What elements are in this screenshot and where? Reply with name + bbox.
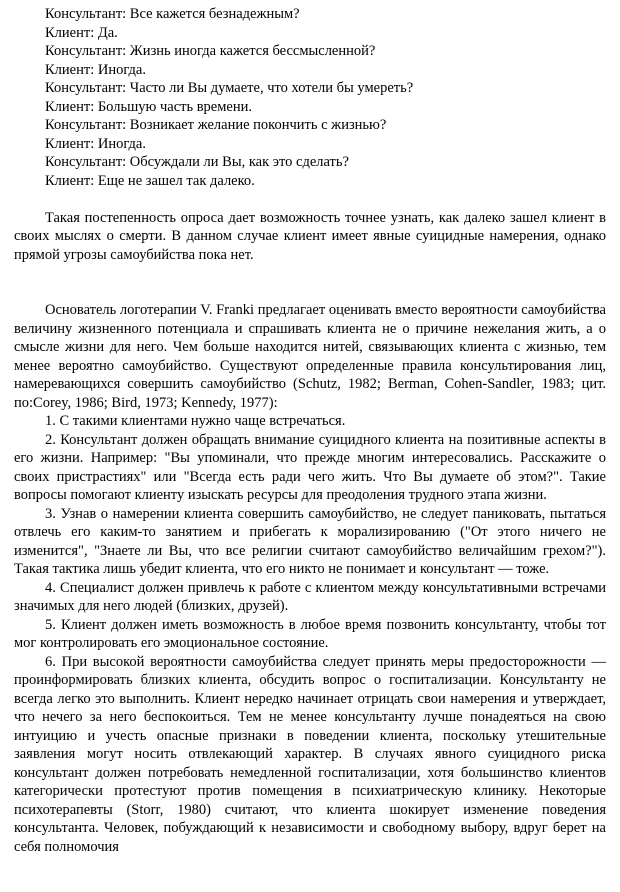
- rule-item-5: 5. Клиент должен иметь возможность в любое время позвонить консультанту, чтобы тот мог контролировать его эмоциональное состояние.: [14, 616, 606, 651]
- paragraph-logotherapy-rules-intro: Основатель логотерапии V. Franki предлагает оценивать вместо вероятности самоубийства величину жизненного потенциала и спрашивать клиента не о причине нежелания жить, а о смысле жизни для него. Чем больше находится нитей, связывающих клиента с жизнью, тем менее вероятно самоубийство. Существуют определенные правила консультирования лиц, намеревающихся совершить самоубийство (Schutz, 1982; Berman, Cohen-Sandler, 1983; цит. по:Corey, 1986; Bird, 1973; Kennedy, 1977):: [14, 302, 606, 411]
- dialogue-line: Консультант: Часто ли Вы думаете, что хотели бы умереть?: [45, 80, 414, 96]
- dialogue-line: Клиент: Иногда.: [45, 135, 146, 152]
- dialogue-line: Консультант: Жизнь иногда кажется бессмысленной?: [45, 43, 376, 59]
- dialogue-line: Клиент: Большую часть времени.: [45, 98, 252, 115]
- dialogue-line: Клиент: Иногда.: [45, 61, 146, 78]
- rule-item-4: 4. Специалист должен привлечь к работе с клиентом между консультативными встречами значимых для него людей (близких, друзей).: [14, 579, 606, 614]
- rule-item-3: 3. Узнав о намерении клиента совершить самоубийство, не следует паниковать, пытаться отвлечь его каким-то занятием и прибегать к морализированию ("От этого ничего не изменится", "Знаете ли Вы, что все религии считают самоубийство величайшим грехом?"). Такая тактика лишь убедит клиента, что его никто не понимает и консультант — тоже.: [14, 505, 606, 577]
- rule-item-1: 1. С такими клиентами нужно чаще встречаться.: [45, 413, 346, 429]
- dialogue-line: Клиент: Да.: [45, 24, 118, 41]
- dialogue-line: Консультант: Обсуждали ли Вы, как это сделать?: [45, 154, 349, 170]
- dialogue-block: [14, 5, 606, 190]
- dialogue-line: Консультант: Возникает желание покончить с жизнью?: [45, 117, 387, 133]
- dialogue-line: Консультант: Все кажется безнадежным?: [45, 6, 300, 22]
- dialogue-line: Клиент: Еще не зашел так далеко.: [45, 172, 255, 189]
- rule-item-2: 2. Консультант должен обращать внимание суицидного клиента на позитивные аспекты в его жизни. Например: "Вы упоминали, что прежде многим интересовались. Расскажите о своих пристрастиях" или "Всегда есть ради чего жить. Что Вы думаете об этом?". Такие вопросы помогают клиенту изыскать ресурсы для преодоления трудного этапа жизни.: [14, 431, 606, 503]
- rule-item-6: 6. При высокой вероятности самоубийства следует принять меры предосторожности — проинформировать близких клиента, обсудить вопрос о госпитализации. Консультанту не всегда легко это выполнить. Клиент нередко начинает отрицать свои намерения и утверждает, что нечего за него беспокоиться. Тем не менее консультанту лучше понадеяться на свою интуицию и учесть опасные признаки в поведении клиента, поскольку утешительные заявления могут носить отвлекающий характер. В случаях явного суицидного риска консультант должен потребовать немедленной госпитализации, хотя большинство клиентов категорически протестуют против помещения в психиатрическую клинику. Некоторые психотерапевты (Storr, 1980) считают, что клиента шокирует изменение поведения консультанта. Человек, побуждающий к независимости и свободному выбору, вдруг берет на себя полномочия: [14, 653, 606, 855]
- paragraph-gradual-questioning: Такая постепенность опроса дает возможность точнее узнать, как далеко зашел клиент в своих мыслях о смерти. В данном случае клиент имеет явные суицидные намерения, однако прямой угрозы самоубийства пока нет.: [14, 209, 606, 263]
